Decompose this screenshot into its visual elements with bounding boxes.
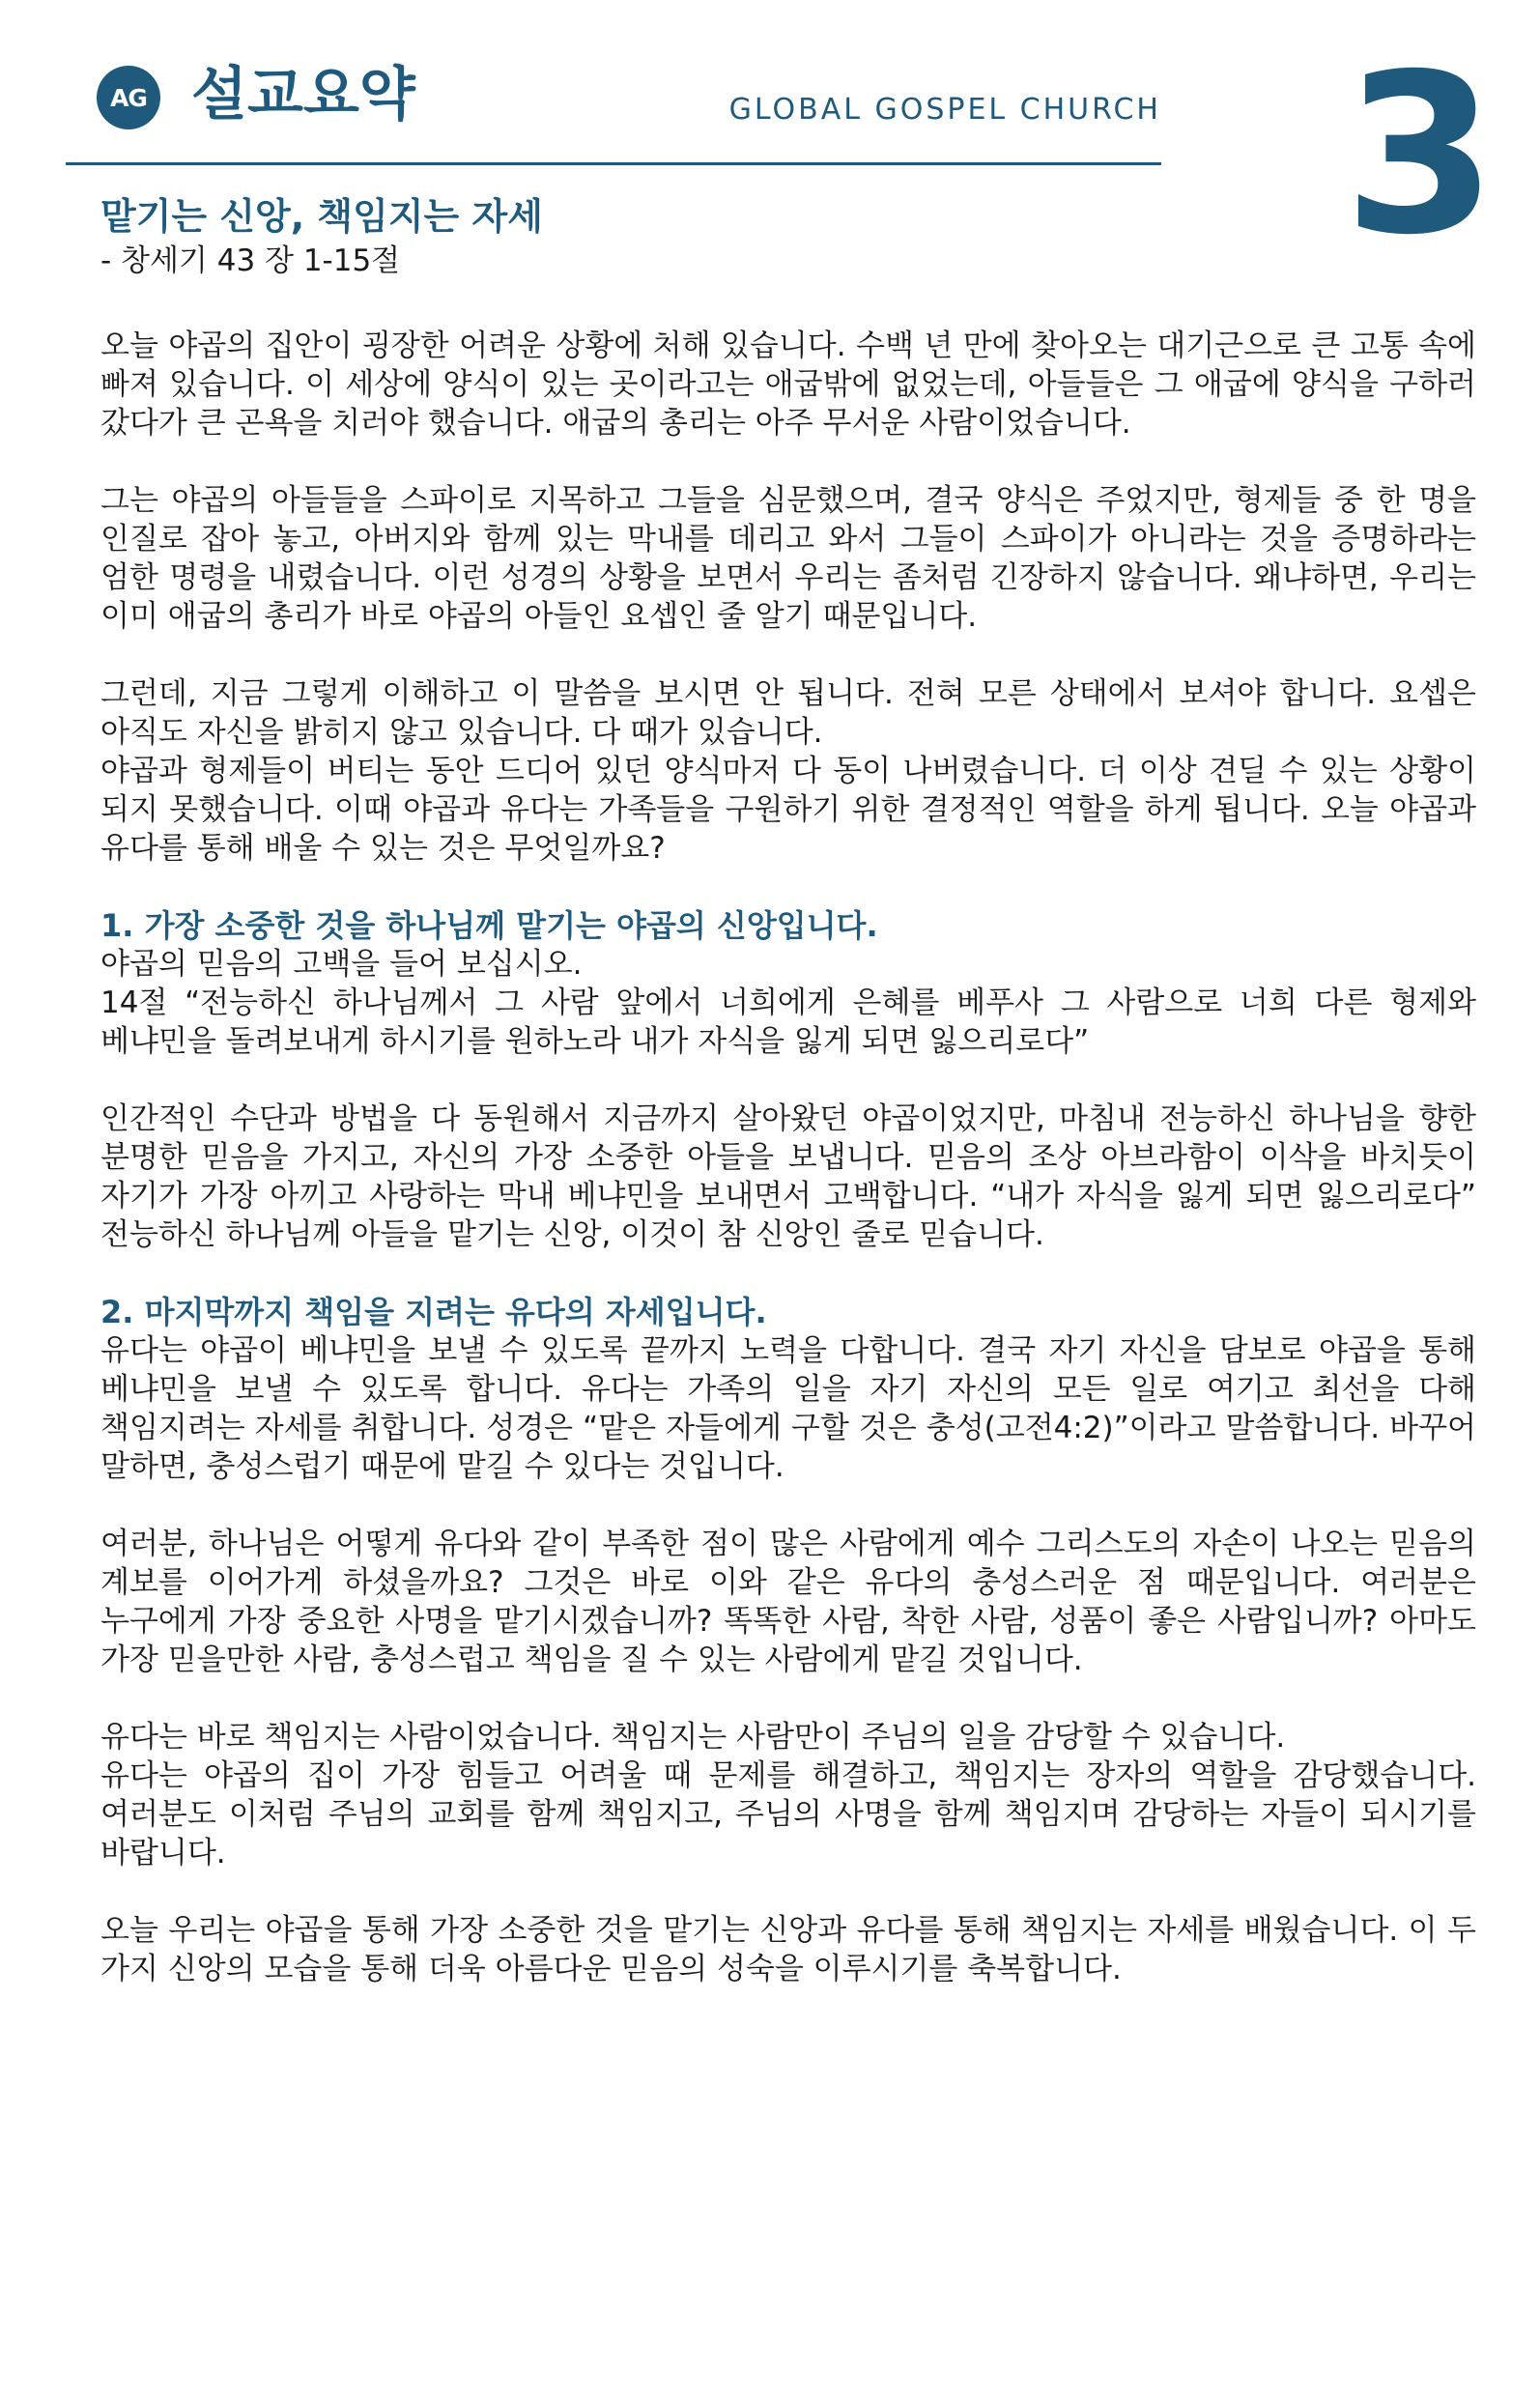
scripture-reference: - 창세기 43 장 1-15절: [100, 243, 401, 278]
church-logo: [97, 66, 160, 129]
sermon-body: [100, 327, 1476, 2027]
section-2-paragraph-3: 유다는 바로 책임지는 사람이었습니다. 책임지는 사람만이 주님의 일을 감당할 수 있습니다.: [100, 1720, 1286, 1755]
church-name: GLOBAL GOSPEL CHURCH: [728, 93, 1161, 127]
paragraph-intro: 오늘 야곱의 집안이 굉장한 어려운 상황에 처해 있습니다. 수백 년 만에 찾아오는 대기근으로 큰 고통 속에 빠져 있습니다. 이 세상에 양식이 있는 곳이라고는 애굽밖에 없었는데, 아들들은 그 애굽에 양식을 구하러 갔다가 큰 곤욕을 치러야 했습니다. 애굽의 총리는 아주 무서운 사람이었습니다.: [100, 328, 1476, 441]
section-2-heading: 2. 마지막까지 책임을 지려는 유다의 자세입니다.: [100, 1294, 767, 1330]
paragraph-closing: 오늘 우리는 야곱을 통해 가장 소중한 것을 맡기는 신앙과 유다를 통해 책임지는 자세를 배웠습니다. 이 두 가지 신앙의 모습을 통해 더욱 아름다운 믿음의 성숙을 이루시기를 축복합니다.: [100, 1913, 1476, 1986]
header-divider: [66, 162, 1161, 165]
section-1-heading: 1. 가장 소중한 것을 하나님께 맡기는 야곱의 신앙입니다.: [100, 907, 878, 944]
section-2-paragraph-1: 유다는 야곱이 베냐민을 보낼 수 있도록 끝까지 노력을 다합니다. 결국 자기 자신을 담보로 야곱을 통해 베냐민을 보낼 수 있도록 합니다. 유다는 가족의 일을 자기 자신의 모든 일로 여기고 최선을 다해 책임지려는 자세를 취합니다. 성경은 “맡은 자들에게 구할 것은 충성(고전4:2)”이라고 말씀합니다. 바꾸어 말하면, 충성스럽기 때문에 맡길 수 있다는 것입니다.: [100, 1333, 1476, 1484]
page-number: 3: [1343, 26, 1497, 283]
paragraph-crisis: 야곱과 형제들이 버티는 동안 드디어 있던 양식마저 다 동이 나버렸습니다. 더 이상 견딜 수 있는 상황이 되지 못했습니다. 이때 야곱과 유다는 가족들을 구원하기 위한 결정적인 역할을 하게 됩니다. 오늘 야곱과 유다를 통해 배울 수 있는 것은 무엇일까요?: [100, 754, 1476, 866]
section-2-paragraph-4: 유다는 야곱의 집이 가장 힘들고 어려울 때 문제를 해결하고, 책임지는 장자의 역할을 감당했습니다. 여러분도 이처럼 주님의 교회를 함께 책임지고, 주님의 사명을 함께 책임지며 감당하는 자들이 되시기를 바랍니다.: [100, 1758, 1476, 1871]
section-1-verse-quote: 14절 “전능하신 하나님께서 그 사람 앞에서 너희에게 은혜를 베푸사 그 사람으로 너희 다른 형제와 베냐민을 돌려보내게 하시기를 원하노라 내가 자식을 잃게 되면 잃으리로다”: [100, 985, 1476, 1059]
sermon-title: 맡기는 신앙, 책임지는 자세: [100, 195, 543, 238]
logo-text: AG: [110, 83, 147, 112]
paragraph-context: 그는 야곱의 아들들을 스파이로 지목하고 그들을 심문했으며, 결국 양식은 주었지만, 형제들 중 한 명을 인질로 잡아 놓고, 아버지와 함께 있는 막내를 데리고 와서 그들이 스파이가 아니라는 것을 증명하라는 엄한 명령을 내렸습니다. 이런 성경의 상황을 보면서 우리는 좀처럼 긴장하지 않습니다. 왜냐하면, 우리는 이미 애굽의 총리가 바로 야곱의 아들인 요셉인 줄 알기 때문입니다.: [100, 483, 1476, 634]
section-2-paragraph-2: 여러분, 하나님은 어떻게 유다와 같이 부족한 점이 많은 사람에게 예수 그리스도의 자손이 나오는 믿음의 계보를 이어가게 하셨을까요? 그것은 바로 이와 같은 유다의 충성스러운 점 때문입니다. 여러분은 누구에게 가장 중요한 사명을 맡기시겠습니까? 똑똑한 사람, 착한 사람, 성품이 좋은 사람입니까? 아마도 가장 믿을만한 사람, 충성스럽고 책임을 질 수 있는 사람에게 맡길 것입니다.: [100, 1527, 1476, 1677]
paragraph-caution: 그런데, 지금 그렇게 이해하고 이 말씀을 보시면 안 됩니다. 전혀 모른 상태에서 보셔야 합니다. 요셉은 아직도 자신을 밝히지 않고 있습니다. 다 때가 있습니다.: [100, 676, 1476, 750]
section-1-paragraph-1: 야곱의 믿음의 고백을 들어 보십시오.: [100, 947, 583, 982]
section-1-paragraph-3: 인간적인 수단과 방법을 다 동원해서 지금까지 살아왔던 야곱이었지만, 마침내 전능하신 하나님을 향한 분명한 믿음을 가지고, 자신의 가장 소중한 아들을 보냅니다. 믿음의 조상 아브라함이 이삭을 바치듯이 자기가 가장 아끼고 사랑하는 막내 베냐민을 보내면서 고백합니다. “내가 자식을 잃게 되면 잃으리로다” 전능하신 하나님께 아들을 맡기는 신앙, 이것이 참 신앙인 줄로 믿습니다.: [100, 1101, 1476, 1252]
header-title: 설교요약: [191, 61, 415, 129]
